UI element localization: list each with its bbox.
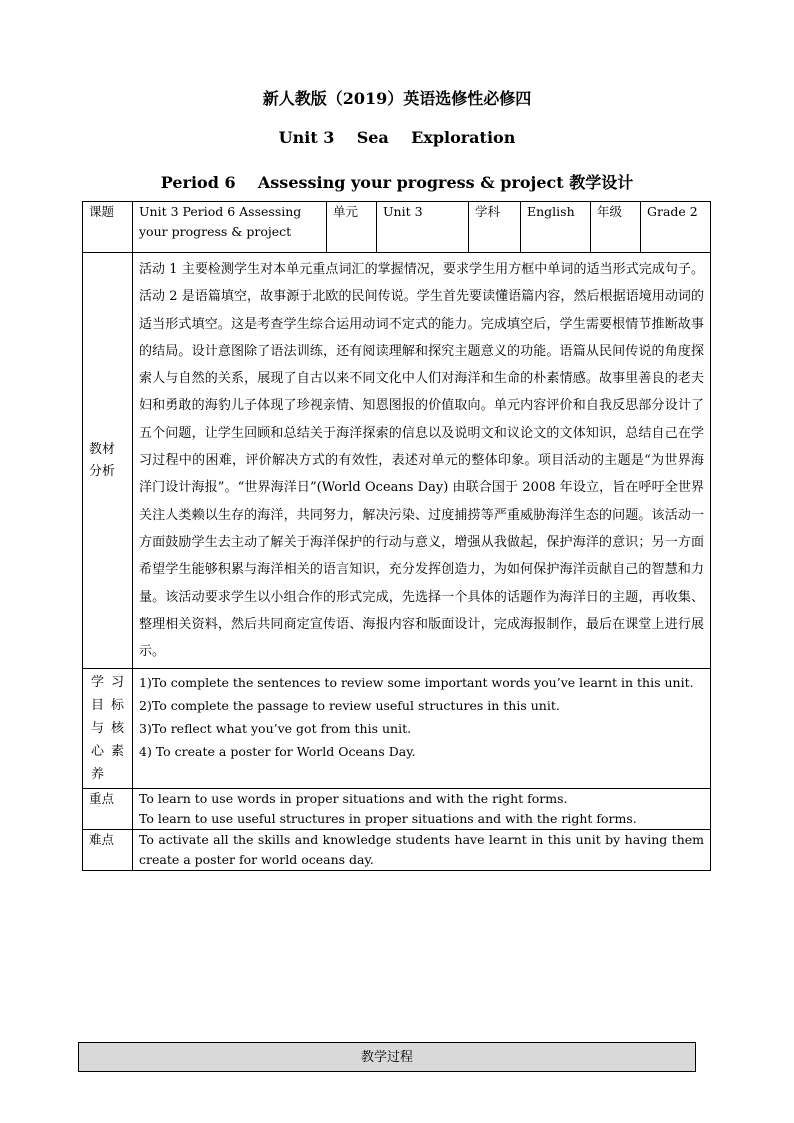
goal-item: 2)To complete the passage to review useful structures in this unit. bbox=[139, 698, 560, 714]
goals-label bbox=[83, 669, 133, 789]
topic-label: 课题 bbox=[83, 202, 133, 253]
period-title: Period 6 Assessing your progress & project 教学设计 bbox=[160, 173, 634, 192]
unit-value: Unit 3 bbox=[377, 202, 469, 253]
goals-label-line: 与 核 bbox=[91, 721, 124, 737]
unit-title: Unit 3 Sea Exploration bbox=[278, 128, 516, 147]
goal-item: 4) To create a poster for World Oceans Day. bbox=[139, 744, 416, 760]
goals-label-line: 养 bbox=[91, 767, 105, 783]
analysis-label: 教材分析 bbox=[83, 253, 133, 669]
difficulty-text: To activate all the skills and knowledge students have learnt in this unit by having them create a poster for world oceans day. bbox=[133, 830, 711, 871]
key-points-row bbox=[83, 789, 711, 830]
subject-label: 学科 bbox=[469, 202, 521, 253]
key-points-label: 重点 bbox=[83, 789, 133, 830]
grade-label: 年级 bbox=[591, 202, 641, 253]
goals-label-line: 心 素 bbox=[91, 744, 124, 760]
grade-value: Grade 2 bbox=[641, 202, 711, 253]
goals-label-line: 学 习 bbox=[91, 675, 124, 691]
key-points-list bbox=[133, 789, 711, 830]
goals-list bbox=[133, 669, 711, 789]
teaching-process-bar: 教学过程 bbox=[78, 1042, 696, 1072]
unit-label: 单元 bbox=[327, 202, 377, 253]
goals-label-line: 目 标 bbox=[91, 698, 124, 714]
goals-row bbox=[83, 669, 711, 789]
lesson-plan-table bbox=[82, 201, 711, 871]
goal-item: 3)To reflect what you’ve got from this unit. bbox=[139, 721, 412, 737]
analysis-row bbox=[83, 253, 711, 669]
topic-value: Unit 3 Period 6 Assessing your progress & project bbox=[133, 202, 327, 253]
key-point-item: To learn to use useful structures in proper situations and with the right forms. bbox=[139, 811, 637, 827]
difficulty-label: 难点 bbox=[83, 830, 133, 871]
subject-value: English bbox=[521, 202, 591, 253]
analysis-text: 活动 1 主要检测学生对本单元重点词汇的掌握情况，要求学生用方框中单词的适当形式完成句子。活动 2 是语篇填空，故事源于北欧的民间传说。学生首先要读懂语篇内容，然后根据语境用动词的适当形式填空。这是考查学生综合运用动词不定式的能力。完成填空后，学生需要根情节推断故事的结局。设计意图除了语法训练，还有阅读理解和探究主题意义的功能。语篇从民间传说的角度探索人与自然的关系，展现了自古以来不同文化中人们对海洋和生命的朴素情感。故事里善良的老夫妇和勇敢的海豹儿子体现了珍视亲情、知恩图报的价值取向。单元内容评价和自我反思部分设计了五个问题，让学生回顾和总结关于海洋探索的信息以及说明文和议论文的文体知识，总结自己在学习过程中的困难，评价解决方式的有效性，表述对单元的整体印象。项目活动的主题是“为世界海洋门设计海报”。“世界海洋日”(World Oceans Day) 由联合国于 2008 年设立，旨在呼吁全世界关注人类赖以生存的海洋，共同努力，解决污染、过度捕捞等严重威胁海洋生态的问题。该活动一方面鼓励学生去主动了解关于海洋保护的行动与意义，增强从我做起，保护海洋的意识；另一方面希望学生能够积累与海洋相关的语言知识，充分发挥创造力，为如何保护海洋贡献自己的智慧和力量。该活动要求学生以小组合作的形式完成，先选择一个具体的话题作为海洋日的主题，再收集、整理相关资料，然后共同商定宣传语、海报内容和版面设计，完成海报制作，最后在课堂上进行展示。 bbox=[133, 253, 711, 669]
document-title: 新人教版（2019）英语选修性必修四 bbox=[262, 89, 532, 108]
info-row bbox=[83, 202, 711, 253]
difficulty-row bbox=[83, 830, 711, 871]
goal-item: 1)To complete the sentences to review some important words you’ve learnt in this unit. bbox=[139, 675, 694, 691]
key-point-item: To learn to use words in proper situations and with the right forms. bbox=[139, 791, 568, 807]
